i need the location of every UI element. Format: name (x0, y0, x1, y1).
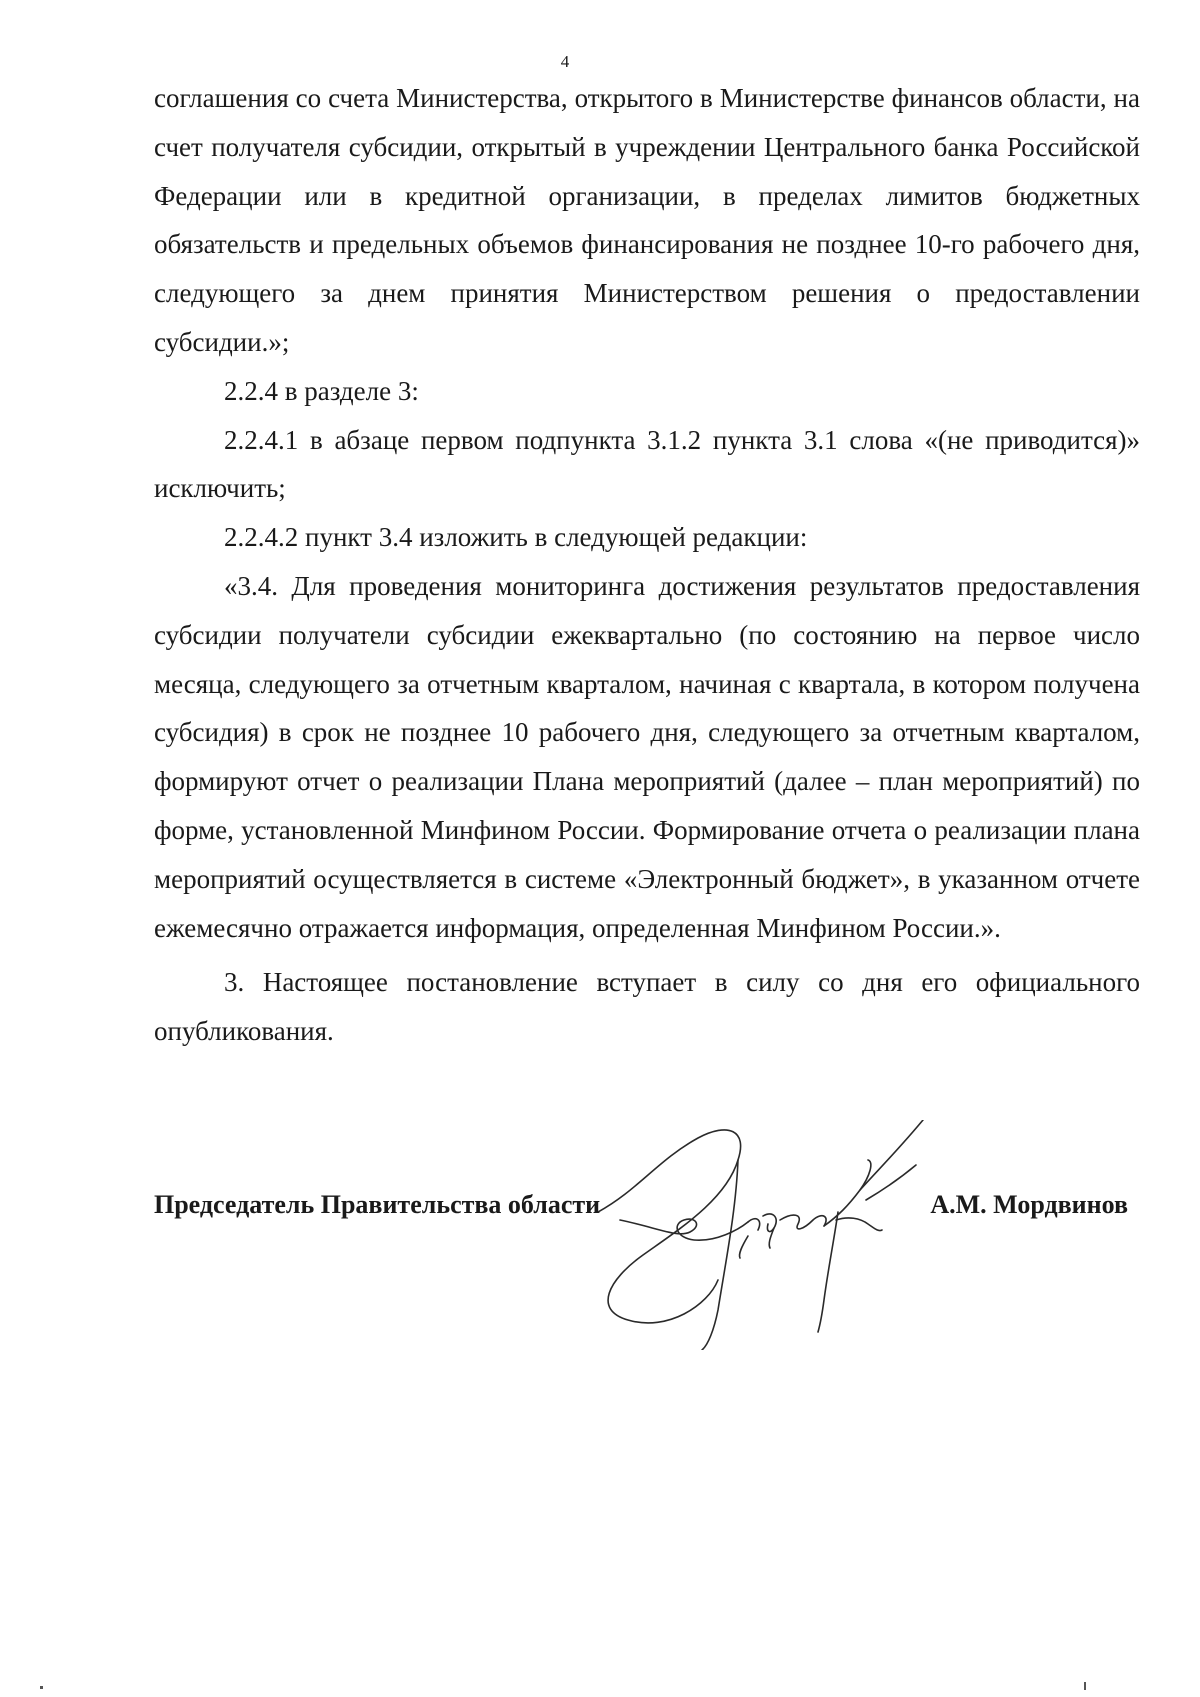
paragraph-2-2-4-2: 2.2.4.2 пункт 3.4 изложить в следующей редакции: (224, 522, 808, 553)
paragraph-effective-date: 3. Настоящее постановление вступает в силу со дня его официального опубликования. (154, 967, 1140, 1047)
scan-mark-right (1084, 1682, 1086, 1690)
signatory-name: А.М. Мордвинов (930, 1190, 1128, 1219)
paragraph-2-2-4-1: 2.2.4.1 в абзаце первом подпункта 3.1.2 пункта 3.1 слова «(не приводится)» исключить; (154, 424, 1140, 504)
document-body (154, 74, 1140, 1056)
paragraph-continuation: соглашения со счета Министерства, открытого в Министерстве финансов области, на счет получателя субсидии, открытый в учреждении Центрального банка Российской Федерации или в кредитной организации, в пределах лимитов бюджетных обязательств и предельных объемов финансирования не позднее 10-го рабочего дня, следующего за днем принятия Министерством решения о предоставлении субсидии.»; (154, 83, 1140, 357)
paragraph-section-3: 2.2.4 в разделе 3: (224, 375, 419, 406)
paragraph-3-4-text: «3.4. Для проведения мониторинга достижения результатов предоставления субсидии получатели субсидии ежеквартально (по состоянию на первое число месяца, следующего за отчетным кварталом, начиная с квартала, в котором получена субсидия) в срок не позднее 10 рабочего дня, следующего за отчетным кварталом, формируют отчет о реализации Плана мероприятий (далее – план мероприятий) по форме, установленной Минфином России. Формирование отчета о реализации плана мероприятий осуществляется в системе «Электронный бюджет», в указанном отчете ежемесячно отражается информация, определенная Минфином России.». (154, 570, 1140, 943)
page-number: 4 (560, 52, 570, 71)
signatory-position: Председатель Правительства области (154, 1190, 601, 1219)
handwritten-signature (598, 1120, 948, 1350)
scan-mark-left (40, 1686, 43, 1689)
